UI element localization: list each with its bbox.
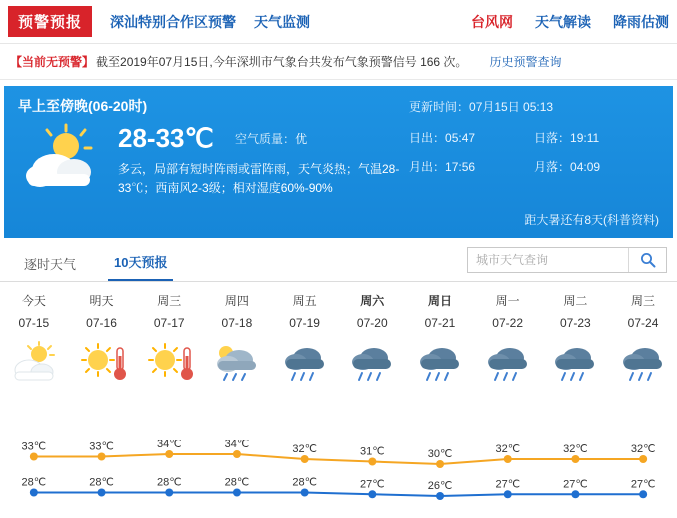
svg-text:28℃: 28℃ [224, 476, 250, 489]
day-name: 明天 [89, 294, 114, 308]
svg-text:31℃: 31℃ [360, 445, 385, 458]
svg-text:27℃: 27℃ [563, 478, 588, 491]
nav-item-rain-estimate[interactable]: 降雨估测 [613, 14, 669, 30]
svg-text:28℃: 28℃ [21, 476, 47, 489]
day-name: 周五 [292, 294, 317, 308]
rain-icon [271, 340, 339, 394]
sunrise-value: 05:47 [445, 131, 476, 145]
moonset [534, 158, 659, 175]
svg-text:27℃: 27℃ [360, 478, 385, 491]
svg-text:34℃: 34℃ [224, 440, 250, 450]
search-icon[interactable] [628, 248, 666, 272]
forecast-tabs [0, 238, 677, 282]
day-date: 07-16 [86, 316, 117, 330]
day-name: 周日 [427, 294, 452, 308]
svg-text:27℃: 27℃ [630, 478, 656, 491]
city-search-box [467, 247, 667, 273]
svg-text:32℃: 32℃ [495, 443, 521, 455]
air-quality-label: 空气质量： [235, 131, 296, 146]
notice-bar [0, 44, 677, 80]
sunset-value: 19:11 [570, 131, 600, 145]
moonrise-label: 月出： [409, 160, 446, 174]
day-date: 07-22 [492, 316, 523, 330]
nav-alert-badge[interactable]: 预警预报 [8, 6, 92, 37]
update-time-label: 更新时间： [409, 100, 470, 114]
sunset-label: 日落： [534, 131, 571, 145]
panel-right [409, 98, 659, 187]
nav-item-shenshan[interactable]: 深汕特别合作区预警 [110, 13, 237, 30]
svg-text:32℃: 32℃ [630, 443, 656, 455]
moonset-label: 月落： [534, 160, 571, 174]
svg-text:33℃: 33℃ [21, 440, 47, 453]
tab-hourly[interactable]: 逐时天气 [24, 257, 77, 272]
rain-icon [474, 340, 542, 394]
air-quality [235, 130, 307, 147]
update-time [409, 98, 659, 115]
temperature-range: 28-33℃ [118, 123, 214, 153]
day-name: 今天 [21, 294, 46, 308]
nav-item-typhoon[interactable]: 台风网 [471, 14, 513, 30]
forecast-day-column[interactable] [271, 292, 339, 394]
rain-icon [406, 340, 474, 394]
day-date: 07-15 [18, 316, 50, 330]
ten-day-forecast [0, 282, 677, 502]
sunrise-label: 日出： [409, 131, 446, 145]
day-date: 07-20 [356, 316, 388, 330]
cloud-sun-rain-icon [203, 340, 271, 394]
svg-text:34℃: 34℃ [156, 440, 182, 450]
sun-thermometer-icon [68, 340, 136, 394]
moon-times [409, 158, 659, 175]
rain-icon [542, 340, 610, 394]
day-date: 07-23 [559, 316, 591, 330]
forecast-day-column[interactable] [406, 292, 474, 394]
forecast-day-column[interactable] [609, 292, 677, 394]
top-navigation [0, 0, 677, 44]
day-date: 07-24 [627, 316, 659, 330]
sun-behind-cloud-icon [18, 122, 114, 200]
forecast-day-column[interactable] [135, 292, 203, 394]
day-name: 周三 [631, 294, 656, 308]
sunset [534, 129, 659, 146]
moonrise [409, 158, 534, 175]
day-date: 07-17 [153, 316, 185, 330]
svg-text:32℃: 32℃ [563, 443, 588, 455]
svg-text:28℃: 28℃ [156, 476, 182, 489]
moonrise-value: 17:56 [445, 160, 476, 174]
svg-text:32℃: 32℃ [292, 443, 317, 455]
forecast-day-column[interactable] [338, 292, 406, 394]
search-input[interactable] [468, 248, 628, 272]
sun-behind-cloud-icon [0, 340, 68, 394]
forecast-day-column[interactable] [68, 292, 136, 394]
temperature-block [114, 122, 408, 200]
nav-item-interpretation[interactable]: 天气解读 [535, 14, 591, 30]
air-quality-value: 优 [295, 131, 308, 146]
notice-tag: 【当前无预警】 [10, 55, 95, 69]
weather-description: 多云，局部有短时阵雨或雷阵雨，天气炎热；气温28-33℃；西南风2-3级；相对湿度60%-90% [118, 162, 400, 195]
day-date: 07-18 [221, 316, 253, 330]
temperature-chart [0, 440, 677, 502]
sun-thermometer-icon [135, 340, 203, 394]
nav-item-monitor[interactable]: 天气监测 [254, 13, 311, 30]
nav-right-group [449, 0, 669, 44]
sunrise [409, 129, 534, 146]
svg-text:28℃: 28℃ [89, 476, 114, 489]
forecast-day-row [0, 282, 677, 394]
notice-history-link[interactable]: 历史预警查询 [489, 55, 562, 69]
day-date: 07-19 [289, 316, 320, 330]
forecast-day-column[interactable] [0, 292, 68, 394]
forecast-day-column[interactable] [203, 292, 271, 394]
day-name: 周三 [157, 294, 182, 308]
sun-times [409, 129, 659, 146]
forecast-day-column[interactable] [474, 292, 542, 394]
svg-text:33℃: 33℃ [89, 440, 114, 453]
rain-icon [609, 340, 677, 394]
svg-text:27℃: 27℃ [495, 478, 521, 491]
rain-icon [338, 340, 406, 394]
tab-10day[interactable]: 10天预报 [108, 252, 173, 281]
solar-term-note[interactable]: 距大暑还有8天(科普资料) [524, 213, 659, 227]
svg-text:28℃: 28℃ [292, 476, 317, 489]
day-date: 07-21 [424, 316, 456, 330]
svg-text:26℃: 26℃ [427, 480, 453, 492]
day-name: 周一 [495, 294, 520, 308]
current-weather-panel [4, 86, 673, 238]
day-name: 周二 [563, 294, 588, 308]
notice-text: 截至2019年07月15日,今年深圳市气象台共发布气象预警信号 166 次。 [96, 55, 468, 69]
day-name: 周六 [360, 294, 385, 308]
forecast-day-column[interactable] [542, 292, 610, 394]
moonset-value: 04:09 [570, 160, 601, 174]
day-name: 周四 [224, 294, 249, 308]
svg-text:30℃: 30℃ [427, 448, 453, 460]
update-time-value: 07月15日 05:13 [469, 100, 554, 114]
panel-title: 早上至傍晚(06-20时) [18, 98, 148, 114]
